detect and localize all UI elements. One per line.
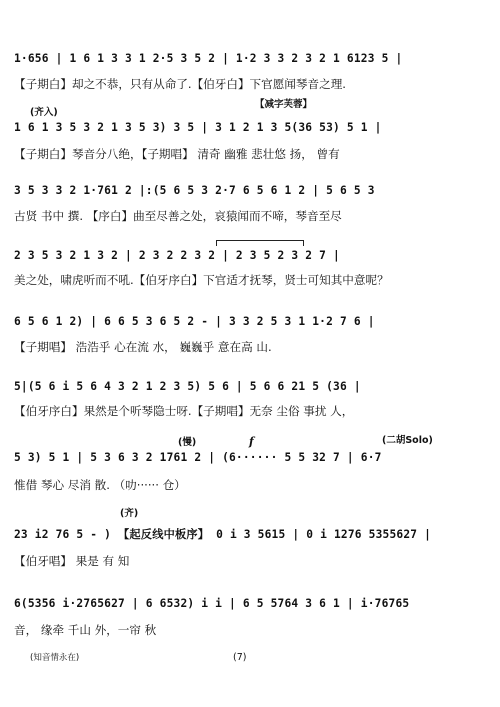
lyric-line-6: 【伯牙序白】果然是个听琴隐士呀.【子期唱】无奈 尘俗 事扰 人， xyxy=(14,404,354,418)
notation-line-3: 3 5 3 3 2 1·761 2 |:(5 6 5 3 2·7 6 5 6 1 2 | 5 6 5 3 xyxy=(14,184,375,197)
erhu-solo-label: (二胡Solo) xyxy=(382,435,433,446)
notation-line-1: 1·656 | 1 6 1 3 3 1 2·5 3 5 2 | 1·2 3 3 2 3 2 1 6123 5 | xyxy=(14,52,403,65)
entry-mark: (齐入) xyxy=(30,107,58,118)
lyric-line-1: 【子期白】却之不恭，只有从命了.【伯牙白】下官愿闻琴音之理. xyxy=(14,77,346,91)
footer-note: (知音情永在) xyxy=(30,653,80,663)
lyric-line-4: 美之处，啸虎听而不吼.【伯牙序白】下官适才抚琴，贤士可知其中意呢？ xyxy=(14,273,389,287)
notation-line-2: 1 6 1 3 5 3 2 1 3 5 3) 3 5 | 3 1 2 1 3 5(36 53) 5 1 | xyxy=(14,121,382,134)
dynamic-forte: f xyxy=(249,435,254,448)
notation-line-8: 23 i2 76 5 - ) 【起反线中板序】 0 i 3 5615 | 0 i 1276 5355627 | xyxy=(14,528,432,541)
lyric-line-5: 【子期唱】 浩浩乎 心在流 水， 巍巍乎 意在高 山. xyxy=(14,340,272,354)
notation-line-5: 6 5 6 1 2) | 6 6 5 3 6 5 2 - | 3 3 2 5 3 1 1·2 7 6 | xyxy=(14,315,375,328)
lyric-line-9: 音， 缘牵 千山 外，一帘 秋 xyxy=(14,623,157,637)
notation-line-9: 6(5356 i·2765627 | 6 6532) i i | 6 5 5764 3 6 1 | i·76765 xyxy=(14,597,410,610)
volta-bracket xyxy=(216,240,304,246)
tune-name-label: 【减字芙蓉】 xyxy=(255,99,313,110)
notation-line-6: 5|(5 6 i 5 6 4 3 2 1 2 3 5) 5 6 | 5 6 6 21 5 (36 | xyxy=(14,380,361,393)
lyric-line-7: 惟借 琴心 尽消 散. （叻······ 仓） xyxy=(14,478,186,492)
lyric-line-2: 【子期白】琴音分八绝，【子期唱】 清奇 幽雅 悲壮悠 扬， 曾有 xyxy=(14,147,340,161)
lyric-line-8: 【伯牙唱】 果是 有 知 xyxy=(14,554,130,568)
page-number: (7) xyxy=(233,652,247,663)
notation-line-4: 2 3 5 3 2 1 3 2 | 2 3 2 2 3 2 | 2 3 5 2 3 2 7 | xyxy=(14,249,340,262)
tempo-mark-slow: (慢) xyxy=(178,437,197,448)
lyric-line-3: 古贤 书中 撰. 【序白】曲至尽善之处，哀猿闻而不啼，琴音至尽 xyxy=(14,209,342,223)
notation-line-7: 5 3) 5 1 | 5 3 6 3 2 1761 2 | (6······ 5 5 32 7 | 6·7 xyxy=(14,451,382,464)
ensemble-mark: (齐) xyxy=(120,508,139,519)
